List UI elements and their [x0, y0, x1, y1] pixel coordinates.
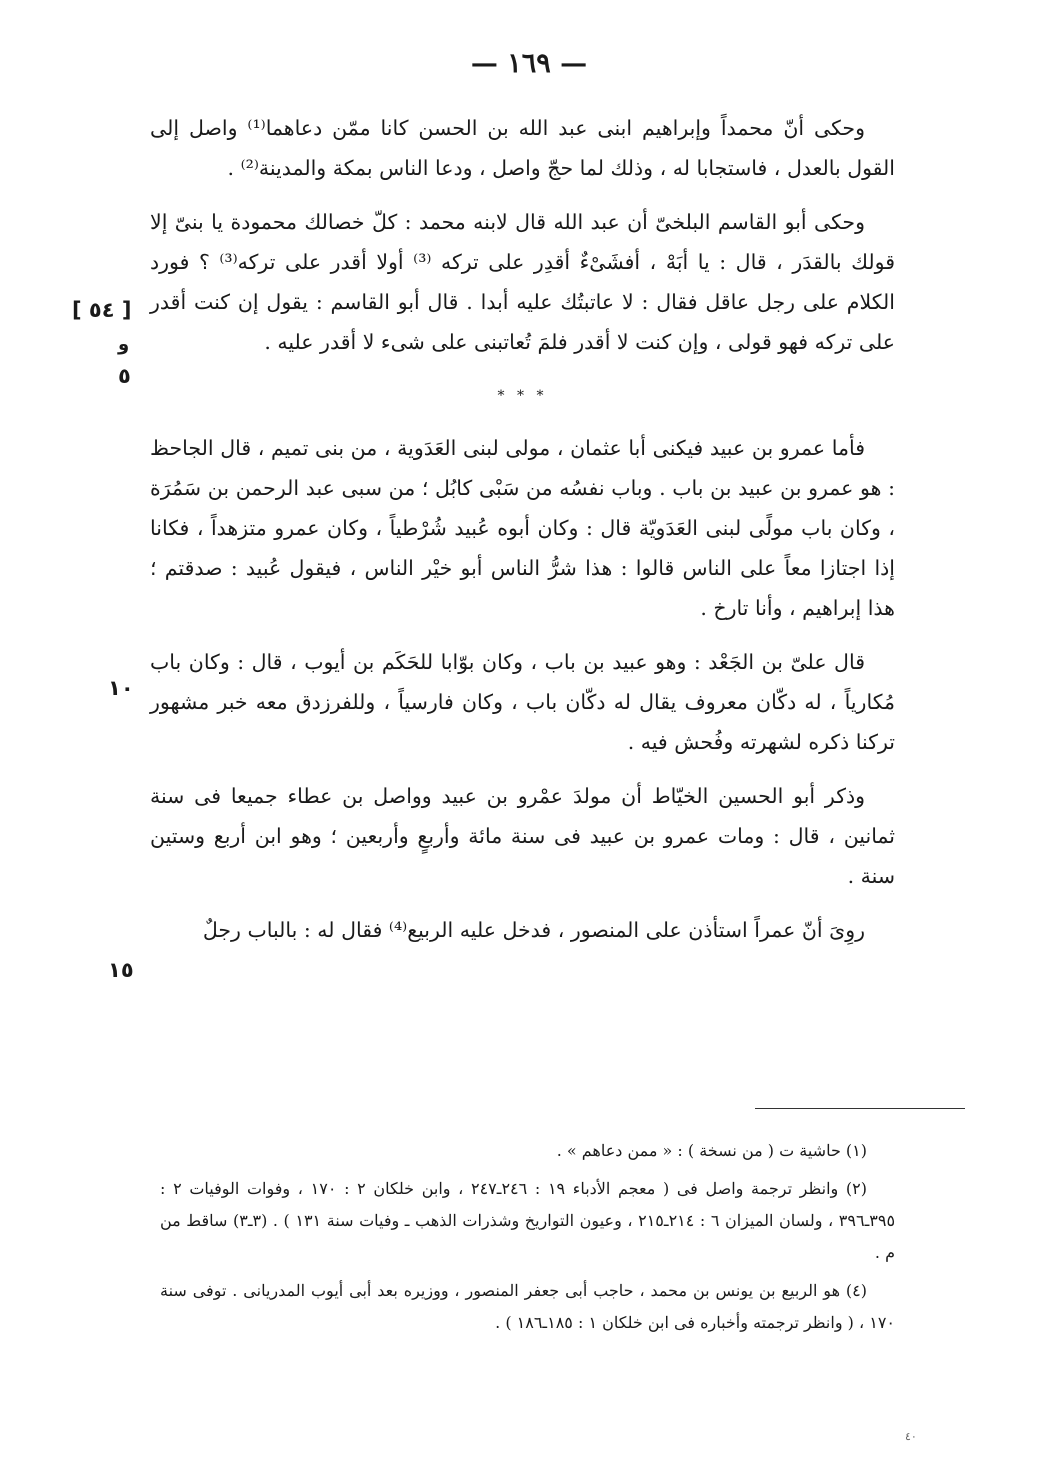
- corner-mark: ٤٠: [905, 1430, 917, 1443]
- line-number-10: ١٠: [108, 676, 134, 700]
- page-number: — ١٦٩ —: [470, 48, 588, 79]
- paragraph: روِىَ أنّ عمراً استأذن على المنصور ، فدخل عليه الربيع⁽⁴⁾ فقال له : بالباب رجلٌ: [202, 918, 865, 942]
- main-text: [150, 108, 895, 964]
- footnote: (١) حاشية ت ( من نسخة ) : « ممن دعاهم » .: [556, 1141, 867, 1160]
- line-number-15: ١٥: [108, 958, 134, 982]
- footnotes-section: [160, 1135, 895, 1345]
- footnote: (٤) هو الربيع بن يونس بن محمد ، حاجب أبى جعفر المنصور ، ووزيره بعد أبى أيوب المدريانى . توفى سنة ١٧٠ ، ( وانظر ترجمته وأخباره فى ابن خلكان ١ : ١٨٥ـ١٨٦ ) .: [160, 1281, 895, 1332]
- footnote-divider: [755, 1108, 965, 1109]
- paragraph: فأما عمرو بن عبيد فيكنى أبا عثمان ، مولى لبنى العَدَوية ، من بنى تميم ، قال الجاحظ : هو عمرو بن عبيد بن باب . وباب نفسُه من سَبْى كابُل ؛ من سبى عبد الرحمن بن سَمُرَة ، وكان باب مولًى لبنى العَدَويّة قال : وكان أبوه عُبيد شُرْطياً ، وكان عمرو متزهداً ، فكانا إذا اجتازا معاً على الناس قالوا : هذا شرُّ الناس أبو خيْر الناس ، فيقول عُبيد : صدقتم ؛ هذا إبراهيم ، وأنا تارخ .: [150, 436, 895, 620]
- paragraph: وحكى أنّ محمداً وإبراهيم ابنى عبد الله بن الحسن كانا ممّن دعاهما⁽¹⁾ واصل إلى القول بالعدل ، فاستجابا له ، وذلك لما حجّ واصل ، ودعا الناس بمكة والمدينة⁽²⁾ .: [150, 116, 895, 180]
- paragraph: وحكى أبو القاسم البلخىّ أن عبد الله قال لابنه محمد : كلّ خصالك محمودة يا بنىّ إلا قولك بالقدَر ، قال : يا أبَهْ ، أفشَىْءٌ أقدِر على تركه ⁽³⁾ أولا أقدر على تركه⁽³⁾ ؟ فورد الكلام على رجل عاقل فقال : لا عاتبتُك عليه أبدا . قال أبو القاسم : يقول إن كنت أقدر على تركه فهو قولى ، وإن كنت لا أقدر فلمَ تُعاتبنى على شىء لا أقدر عليه .: [150, 210, 895, 354]
- paragraph: وذكر أبو الحسين الخيّاط أن مولدَ عمْرو بن عبيد وواصل بن عطاء جميعا فى سنة ثمانين ، قال : ومات عمرو بن عبيد فى سنة مائة وأربعٍ وأربعين ؛ وهو ابن أربع وستين سنة .: [150, 784, 895, 888]
- paragraph: قال علىّ بن الجَعْد : وهو عبيد بن باب ، وكان بوّابا للحَكَم بن أيوب ، قال : وكان باب مُكارياً ، له دكّان معروف يقال له دكّان باب ، وكان فارسياً ، وللفرزدق معه خبر مشهور تركنا ذكره لشهرته وفُحش فيه .: [150, 650, 895, 754]
- footnote: (٢) وانظر ترجمة واصل فى ( معجم الأدباء ١٩ : ٢٤٦ـ٢٤٧ ، وابن خلكان ٢ : ١٧٠ ، وفوات الوفيات ٢ : ٣٩٥ـ٣٩٦ ، ولسان الميزان ٦ : ٢١٤ـ٢١٥ ، وعيون التواريخ وشذرات الذهب ـ وفيات سنة ١٣١ ) . (٣ـ٣) ساقط من م .: [160, 1179, 896, 1262]
- line-number-5: ٥: [118, 364, 131, 388]
- manuscript-folio-marker: [ ٥٤ ]: [72, 298, 132, 322]
- section-separator: * * *: [497, 388, 548, 404]
- manuscript-side-marker: و: [118, 334, 130, 355]
